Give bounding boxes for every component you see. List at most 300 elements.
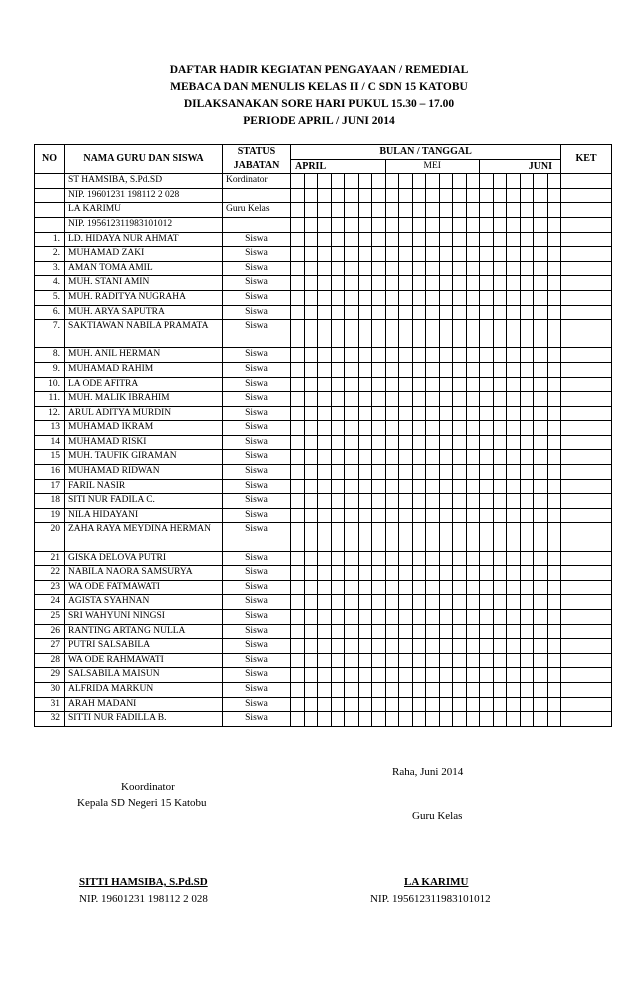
attendance-cell[interactable] — [493, 624, 507, 639]
attendance-cell[interactable] — [507, 362, 521, 377]
attendance-cell[interactable] — [534, 697, 548, 712]
attendance-cell[interactable] — [331, 479, 345, 494]
attendance-cell[interactable] — [439, 320, 453, 348]
attendance-cell[interactable] — [507, 377, 521, 392]
attendance-cell[interactable] — [466, 421, 480, 436]
attendance-cell[interactable] — [466, 624, 480, 639]
ket-cell[interactable] — [561, 435, 612, 450]
attendance-cell[interactable] — [304, 174, 318, 189]
attendance-cell[interactable] — [345, 320, 359, 348]
attendance-cell[interactable] — [345, 494, 359, 509]
attendance-cell[interactable] — [304, 682, 318, 697]
attendance-cell[interactable] — [453, 406, 467, 421]
attendance-cell[interactable] — [385, 377, 399, 392]
attendance-cell[interactable] — [331, 188, 345, 203]
attendance-cell[interactable] — [480, 203, 494, 218]
attendance-cell[interactable] — [507, 450, 521, 465]
attendance-cell[interactable] — [466, 595, 480, 610]
attendance-cell[interactable] — [304, 653, 318, 668]
attendance-cell[interactable] — [304, 421, 318, 436]
attendance-cell[interactable] — [439, 610, 453, 625]
attendance-cell[interactable] — [358, 580, 372, 595]
attendance-cell[interactable] — [358, 203, 372, 218]
attendance-cell[interactable] — [439, 450, 453, 465]
attendance-cell[interactable] — [385, 551, 399, 566]
attendance-cell[interactable] — [480, 320, 494, 348]
attendance-cell[interactable] — [493, 305, 507, 320]
attendance-cell[interactable] — [547, 639, 561, 654]
attendance-cell[interactable] — [331, 320, 345, 348]
attendance-cell[interactable] — [507, 203, 521, 218]
attendance-cell[interactable] — [547, 610, 561, 625]
attendance-cell[interactable] — [372, 653, 386, 668]
attendance-cell[interactable] — [304, 362, 318, 377]
attendance-cell[interactable] — [412, 566, 426, 581]
attendance-cell[interactable] — [439, 494, 453, 509]
attendance-cell[interactable] — [520, 421, 534, 436]
ket-cell[interactable] — [561, 421, 612, 436]
attendance-cell[interactable] — [426, 595, 440, 610]
attendance-cell[interactable] — [480, 188, 494, 203]
attendance-cell[interactable] — [480, 232, 494, 247]
attendance-cell[interactable] — [480, 465, 494, 480]
attendance-cell[interactable] — [358, 290, 372, 305]
attendance-cell[interactable] — [453, 712, 467, 727]
attendance-cell[interactable] — [426, 450, 440, 465]
attendance-cell[interactable] — [358, 682, 372, 697]
attendance-cell[interactable] — [318, 610, 332, 625]
attendance-cell[interactable] — [534, 479, 548, 494]
attendance-cell[interactable] — [385, 188, 399, 203]
attendance-cell[interactable] — [318, 276, 332, 291]
attendance-cell[interactable] — [345, 174, 359, 189]
attendance-cell[interactable] — [358, 551, 372, 566]
attendance-cell[interactable] — [318, 320, 332, 348]
attendance-cell[interactable] — [439, 566, 453, 581]
attendance-cell[interactable] — [426, 305, 440, 320]
attendance-cell[interactable] — [385, 479, 399, 494]
attendance-cell[interactable] — [507, 320, 521, 348]
ket-cell[interactable] — [561, 290, 612, 305]
attendance-cell[interactable] — [480, 668, 494, 683]
attendance-cell[interactable] — [453, 624, 467, 639]
attendance-cell[interactable] — [534, 203, 548, 218]
attendance-cell[interactable] — [520, 406, 534, 421]
attendance-cell[interactable] — [507, 276, 521, 291]
attendance-cell[interactable] — [412, 668, 426, 683]
attendance-cell[interactable] — [318, 712, 332, 727]
attendance-cell[interactable] — [493, 348, 507, 363]
attendance-cell[interactable] — [331, 217, 345, 232]
attendance-cell[interactable] — [547, 362, 561, 377]
attendance-cell[interactable] — [412, 624, 426, 639]
attendance-cell[interactable] — [493, 639, 507, 654]
attendance-cell[interactable] — [520, 653, 534, 668]
attendance-cell[interactable] — [480, 421, 494, 436]
attendance-cell[interactable] — [304, 551, 318, 566]
attendance-cell[interactable] — [493, 188, 507, 203]
attendance-cell[interactable] — [439, 174, 453, 189]
attendance-cell[interactable] — [372, 682, 386, 697]
attendance-cell[interactable] — [304, 479, 318, 494]
ket-cell[interactable] — [561, 406, 612, 421]
attendance-cell[interactable] — [520, 551, 534, 566]
attendance-cell[interactable] — [304, 494, 318, 509]
attendance-cell[interactable] — [426, 348, 440, 363]
ket-cell[interactable] — [561, 682, 612, 697]
attendance-cell[interactable] — [547, 406, 561, 421]
attendance-cell[interactable] — [358, 624, 372, 639]
attendance-cell[interactable] — [385, 203, 399, 218]
attendance-cell[interactable] — [412, 217, 426, 232]
attendance-cell[interactable] — [547, 348, 561, 363]
attendance-cell[interactable] — [426, 610, 440, 625]
attendance-cell[interactable] — [345, 450, 359, 465]
attendance-cell[interactable] — [358, 712, 372, 727]
attendance-cell[interactable] — [466, 276, 480, 291]
attendance-cell[interactable] — [480, 435, 494, 450]
attendance-cell[interactable] — [358, 247, 372, 262]
attendance-cell[interactable] — [493, 290, 507, 305]
attendance-cell[interactable] — [385, 682, 399, 697]
attendance-cell[interactable] — [304, 261, 318, 276]
attendance-cell[interactable] — [304, 580, 318, 595]
attendance-cell[interactable] — [439, 595, 453, 610]
attendance-cell[interactable] — [480, 305, 494, 320]
attendance-cell[interactable] — [318, 450, 332, 465]
attendance-cell[interactable] — [493, 551, 507, 566]
attendance-cell[interactable] — [385, 653, 399, 668]
attendance-cell[interactable] — [345, 551, 359, 566]
attendance-cell[interactable] — [412, 580, 426, 595]
attendance-cell[interactable] — [547, 276, 561, 291]
attendance-cell[interactable] — [345, 305, 359, 320]
attendance-cell[interactable] — [385, 305, 399, 320]
attendance-cell[interactable] — [426, 639, 440, 654]
attendance-cell[interactable] — [399, 217, 413, 232]
attendance-cell[interactable] — [304, 450, 318, 465]
attendance-cell[interactable] — [520, 320, 534, 348]
attendance-cell[interactable] — [291, 261, 305, 276]
attendance-cell[interactable] — [318, 261, 332, 276]
attendance-cell[interactable] — [358, 377, 372, 392]
attendance-cell[interactable] — [331, 566, 345, 581]
attendance-cell[interactable] — [385, 348, 399, 363]
attendance-cell[interactable] — [412, 247, 426, 262]
ket-cell[interactable] — [561, 610, 612, 625]
attendance-cell[interactable] — [304, 203, 318, 218]
attendance-cell[interactable] — [399, 421, 413, 436]
attendance-cell[interactable] — [534, 362, 548, 377]
attendance-cell[interactable] — [426, 653, 440, 668]
ket-cell[interactable] — [561, 377, 612, 392]
attendance-cell[interactable] — [291, 479, 305, 494]
attendance-cell[interactable] — [331, 290, 345, 305]
attendance-cell[interactable] — [304, 712, 318, 727]
attendance-cell[interactable] — [291, 624, 305, 639]
attendance-cell[interactable] — [399, 362, 413, 377]
attendance-cell[interactable] — [291, 217, 305, 232]
attendance-cell[interactable] — [493, 392, 507, 407]
attendance-cell[interactable] — [534, 174, 548, 189]
attendance-cell[interactable] — [480, 377, 494, 392]
attendance-cell[interactable] — [439, 188, 453, 203]
attendance-cell[interactable] — [453, 232, 467, 247]
attendance-cell[interactable] — [399, 682, 413, 697]
attendance-cell[interactable] — [304, 305, 318, 320]
attendance-cell[interactable] — [439, 639, 453, 654]
attendance-cell[interactable] — [439, 653, 453, 668]
attendance-cell[interactable] — [480, 639, 494, 654]
ket-cell[interactable] — [561, 668, 612, 683]
attendance-cell[interactable] — [439, 697, 453, 712]
attendance-cell[interactable] — [358, 188, 372, 203]
attendance-cell[interactable] — [331, 639, 345, 654]
attendance-cell[interactable] — [507, 392, 521, 407]
attendance-cell[interactable] — [534, 392, 548, 407]
attendance-cell[interactable] — [304, 697, 318, 712]
attendance-cell[interactable] — [507, 188, 521, 203]
attendance-cell[interactable] — [345, 290, 359, 305]
attendance-cell[interactable] — [345, 624, 359, 639]
attendance-cell[interactable] — [358, 421, 372, 436]
attendance-cell[interactable] — [480, 682, 494, 697]
attendance-cell[interactable] — [372, 435, 386, 450]
attendance-cell[interactable] — [372, 247, 386, 262]
attendance-cell[interactable] — [507, 595, 521, 610]
attendance-cell[interactable] — [547, 697, 561, 712]
attendance-cell[interactable] — [547, 668, 561, 683]
attendance-cell[interactable] — [372, 290, 386, 305]
attendance-cell[interactable] — [453, 261, 467, 276]
attendance-cell[interactable] — [372, 348, 386, 363]
attendance-cell[interactable] — [439, 682, 453, 697]
attendance-cell[interactable] — [318, 551, 332, 566]
attendance-cell[interactable] — [358, 653, 372, 668]
attendance-cell[interactable] — [439, 668, 453, 683]
attendance-cell[interactable] — [331, 624, 345, 639]
attendance-cell[interactable] — [412, 610, 426, 625]
attendance-cell[interactable] — [480, 580, 494, 595]
attendance-cell[interactable] — [412, 435, 426, 450]
attendance-cell[interactable] — [399, 320, 413, 348]
attendance-cell[interactable] — [480, 217, 494, 232]
attendance-cell[interactable] — [453, 435, 467, 450]
attendance-cell[interactable] — [385, 392, 399, 407]
attendance-cell[interactable] — [345, 682, 359, 697]
attendance-cell[interactable] — [372, 305, 386, 320]
attendance-cell[interactable] — [466, 261, 480, 276]
attendance-cell[interactable] — [493, 494, 507, 509]
attendance-cell[interactable] — [480, 276, 494, 291]
attendance-cell[interactable] — [453, 653, 467, 668]
attendance-cell[interactable] — [345, 712, 359, 727]
attendance-cell[interactable] — [385, 508, 399, 523]
attendance-cell[interactable] — [304, 406, 318, 421]
attendance-cell[interactable] — [291, 465, 305, 480]
attendance-cell[interactable] — [466, 362, 480, 377]
attendance-cell[interactable] — [520, 188, 534, 203]
attendance-cell[interactable] — [358, 348, 372, 363]
attendance-cell[interactable] — [412, 188, 426, 203]
attendance-cell[interactable] — [480, 174, 494, 189]
attendance-cell[interactable] — [534, 566, 548, 581]
attendance-cell[interactable] — [534, 523, 548, 551]
attendance-cell[interactable] — [426, 712, 440, 727]
ket-cell[interactable] — [561, 450, 612, 465]
attendance-cell[interactable] — [291, 595, 305, 610]
attendance-cell[interactable] — [331, 697, 345, 712]
attendance-cell[interactable] — [331, 580, 345, 595]
attendance-cell[interactable] — [507, 232, 521, 247]
attendance-cell[interactable] — [304, 348, 318, 363]
attendance-cell[interactable] — [399, 232, 413, 247]
attendance-cell[interactable] — [331, 508, 345, 523]
attendance-cell[interactable] — [412, 712, 426, 727]
attendance-cell[interactable] — [318, 624, 332, 639]
attendance-cell[interactable] — [520, 595, 534, 610]
attendance-cell[interactable] — [507, 551, 521, 566]
attendance-cell[interactable] — [547, 174, 561, 189]
attendance-cell[interactable] — [534, 450, 548, 465]
attendance-cell[interactable] — [412, 348, 426, 363]
attendance-cell[interactable] — [304, 508, 318, 523]
attendance-cell[interactable] — [520, 479, 534, 494]
attendance-cell[interactable] — [480, 479, 494, 494]
attendance-cell[interactable] — [534, 232, 548, 247]
attendance-cell[interactable] — [493, 377, 507, 392]
attendance-cell[interactable] — [453, 203, 467, 218]
attendance-cell[interactable] — [318, 203, 332, 218]
ket-cell[interactable] — [561, 305, 612, 320]
attendance-cell[interactable] — [547, 551, 561, 566]
attendance-cell[interactable] — [453, 479, 467, 494]
attendance-cell[interactable] — [534, 508, 548, 523]
attendance-cell[interactable] — [466, 682, 480, 697]
attendance-cell[interactable] — [439, 203, 453, 218]
attendance-cell[interactable] — [520, 232, 534, 247]
attendance-cell[interactable] — [426, 566, 440, 581]
attendance-cell[interactable] — [331, 653, 345, 668]
attendance-cell[interactable] — [547, 217, 561, 232]
attendance-cell[interactable] — [520, 217, 534, 232]
attendance-cell[interactable] — [345, 188, 359, 203]
attendance-cell[interactable] — [331, 377, 345, 392]
attendance-cell[interactable] — [399, 566, 413, 581]
attendance-cell[interactable] — [358, 406, 372, 421]
attendance-cell[interactable] — [358, 276, 372, 291]
attendance-cell[interactable] — [466, 377, 480, 392]
attendance-cell[interactable] — [466, 348, 480, 363]
attendance-cell[interactable] — [318, 465, 332, 480]
attendance-cell[interactable] — [291, 668, 305, 683]
attendance-cell[interactable] — [547, 290, 561, 305]
attendance-cell[interactable] — [493, 566, 507, 581]
attendance-cell[interactable] — [318, 232, 332, 247]
attendance-cell[interactable] — [385, 494, 399, 509]
attendance-cell[interactable] — [331, 392, 345, 407]
attendance-cell[interactable] — [331, 668, 345, 683]
attendance-cell[interactable] — [507, 261, 521, 276]
attendance-cell[interactable] — [331, 421, 345, 436]
attendance-cell[interactable] — [534, 247, 548, 262]
attendance-cell[interactable] — [385, 610, 399, 625]
attendance-cell[interactable] — [547, 377, 561, 392]
attendance-cell[interactable] — [291, 320, 305, 348]
attendance-cell[interactable] — [318, 188, 332, 203]
attendance-cell[interactable] — [466, 712, 480, 727]
attendance-cell[interactable] — [399, 435, 413, 450]
attendance-cell[interactable] — [399, 653, 413, 668]
ket-cell[interactable] — [561, 247, 612, 262]
attendance-cell[interactable] — [453, 421, 467, 436]
attendance-cell[interactable] — [466, 217, 480, 232]
attendance-cell[interactable] — [399, 261, 413, 276]
ket-cell[interactable] — [561, 479, 612, 494]
attendance-cell[interactable] — [372, 566, 386, 581]
attendance-cell[interactable] — [372, 174, 386, 189]
attendance-cell[interactable] — [507, 305, 521, 320]
attendance-cell[interactable] — [291, 290, 305, 305]
attendance-cell[interactable] — [480, 348, 494, 363]
attendance-cell[interactable] — [520, 174, 534, 189]
attendance-cell[interactable] — [493, 610, 507, 625]
attendance-cell[interactable] — [520, 247, 534, 262]
attendance-cell[interactable] — [439, 580, 453, 595]
attendance-cell[interactable] — [534, 305, 548, 320]
attendance-cell[interactable] — [358, 595, 372, 610]
attendance-cell[interactable] — [534, 551, 548, 566]
attendance-cell[interactable] — [547, 479, 561, 494]
attendance-cell[interactable] — [412, 320, 426, 348]
attendance-cell[interactable] — [480, 697, 494, 712]
attendance-cell[interactable] — [507, 217, 521, 232]
attendance-cell[interactable] — [304, 392, 318, 407]
attendance-cell[interactable] — [507, 290, 521, 305]
attendance-cell[interactable] — [291, 174, 305, 189]
attendance-cell[interactable] — [439, 551, 453, 566]
attendance-cell[interactable] — [453, 610, 467, 625]
attendance-cell[interactable] — [304, 247, 318, 262]
attendance-cell[interactable] — [426, 523, 440, 551]
attendance-cell[interactable] — [520, 610, 534, 625]
attendance-cell[interactable] — [426, 276, 440, 291]
attendance-cell[interactable] — [358, 639, 372, 654]
attendance-cell[interactable] — [493, 697, 507, 712]
attendance-cell[interactable] — [412, 406, 426, 421]
attendance-cell[interactable] — [331, 203, 345, 218]
attendance-cell[interactable] — [318, 392, 332, 407]
attendance-cell[interactable] — [331, 247, 345, 262]
attendance-cell[interactable] — [507, 494, 521, 509]
attendance-cell[interactable] — [345, 639, 359, 654]
attendance-cell[interactable] — [480, 595, 494, 610]
attendance-cell[interactable] — [453, 247, 467, 262]
attendance-cell[interactable] — [331, 465, 345, 480]
attendance-cell[interactable] — [412, 508, 426, 523]
attendance-cell[interactable] — [372, 551, 386, 566]
attendance-cell[interactable] — [291, 435, 305, 450]
attendance-cell[interactable] — [426, 551, 440, 566]
attendance-cell[interactable] — [412, 479, 426, 494]
attendance-cell[interactable] — [318, 479, 332, 494]
attendance-cell[interactable] — [358, 668, 372, 683]
attendance-cell[interactable] — [318, 523, 332, 551]
attendance-cell[interactable] — [399, 392, 413, 407]
attendance-cell[interactable] — [507, 682, 521, 697]
attendance-cell[interactable] — [507, 174, 521, 189]
attendance-cell[interactable] — [372, 421, 386, 436]
